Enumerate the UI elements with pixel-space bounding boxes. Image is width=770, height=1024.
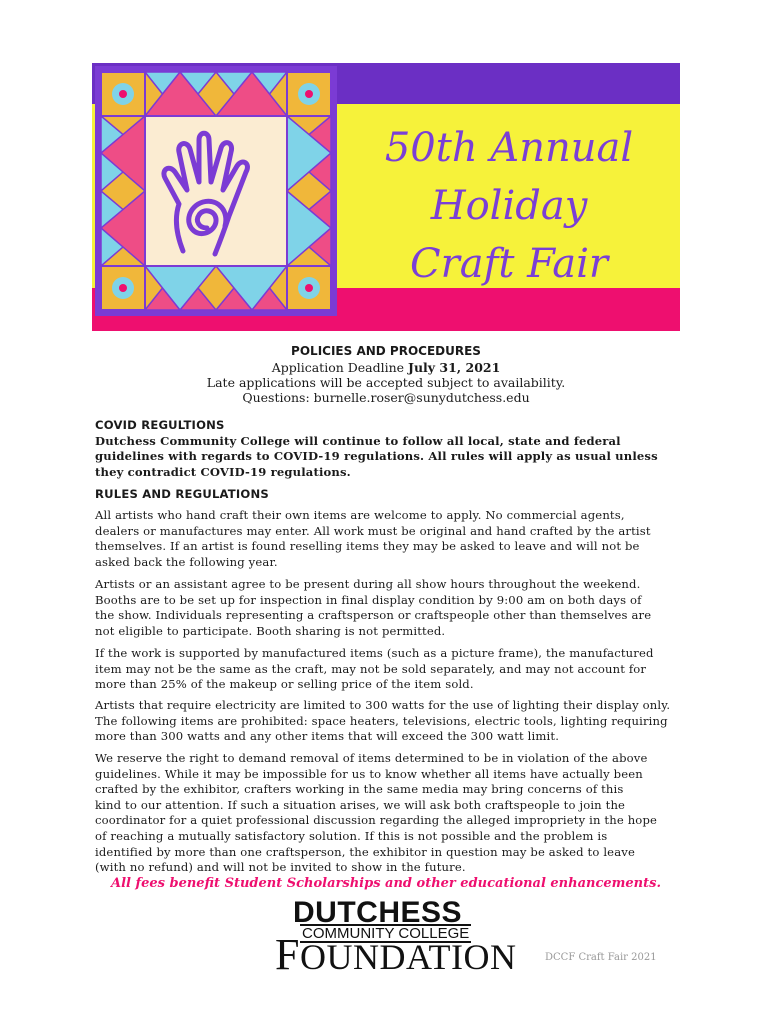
quilt-hand-artwork-icon [95, 66, 337, 316]
covid-section [95, 418, 675, 480]
paragraph-line: identified by more than one craftsperson, the exhibitor in question may be asked to leave [95, 844, 635, 859]
rules-paragraph [95, 698, 675, 745]
paragraph-line: kind to our attention. If such a situation arises, we will ask both craftspeople to join the [95, 797, 626, 812]
paragraph-line: All artists who hand craft their own items are welcome to apply. No commercial agents, [95, 508, 625, 522]
questions-contact: Questions: burnelle.roser@sunydutchess.edu [242, 390, 530, 405]
logo-foundation [275, 929, 516, 980]
rules-paragraph [95, 508, 675, 570]
banner-title-line: Craft Fair [410, 241, 608, 287]
covid-heading: COVID REGULTIONS [95, 418, 225, 432]
paragraph-line: Artists that require electricity are limited to 300 watts for the use of lighting their display only. [95, 698, 671, 712]
paragraph-line: We reserve the right to demand removal of items determined to be in violation of the above [95, 751, 648, 765]
covid-line: guidelines with regards to COVID-19 regulations. All rules will apply as usual unless [95, 449, 658, 464]
paragraph-line: themselves. If an artist is found reselling items they may be asked to leave and will not be [95, 539, 640, 554]
rules-paragraph [95, 751, 675, 876]
covid-line: Dutchess Community College will continue to follow all local, state and federal [95, 433, 621, 448]
paragraph-line: Artists or an assistant agree to be present during all show hours throughout the weekend. [95, 577, 641, 591]
deadline-line [92, 360, 680, 375]
rules-heading [95, 487, 675, 503]
paragraph-line: Booths are to be set up for inspection in final display condition by 9:00 am on both days of [95, 592, 642, 607]
paragraph-line: crafted by the exhibitor, crafters working in the same media may bring concerns of this [95, 782, 624, 797]
logo-foundation-cap: F [275, 930, 300, 979]
page-title: POLICIES AND PROCEDURES [291, 344, 481, 358]
paragraph-line: (with no refund) and will not be invited to show in the future. [95, 860, 466, 875]
logo-community-college: COMMUNITY COLLEGE [302, 925, 470, 942]
document-label: DCCF Craft Fair 2021 [545, 952, 657, 963]
logo-dutchess: DUTCHESS [293, 896, 463, 929]
rules-heading-text: RULES AND REGULATIONS [95, 487, 269, 501]
paragraph-line: The following items are prohibited: space heaters, televisions, electric tools, lighting requiring [95, 713, 668, 728]
rules-paragraph [95, 646, 675, 693]
paragraph-line: more than 25% of the makeup or selling price of the item sold. [95, 677, 474, 692]
paragraph-line: guidelines. While it may be impossible for us to know whether all items have actually been [95, 766, 643, 781]
paragraph-line: dealers or manufactures may enter. All work must be original and hand crafted by the artist [95, 523, 651, 538]
paragraph-line: coordinator for a quiet professional discussion regarding the alleged impropriety in the hope [95, 813, 658, 828]
deadline-label: Application Deadline [271, 360, 409, 375]
foundation-logo [275, 896, 517, 979]
paragraph-line: the show. Individuals representing a craftsperson or craftspeople other than themselves are [95, 608, 652, 623]
header-banner [92, 63, 680, 331]
covid-line: they contradict COVID-19 regulations. [95, 464, 351, 479]
scholarship-note: All fees benefit Student Scholarships and other educational enhancements. [111, 876, 661, 891]
deadline-date: July 31, 2021 [408, 360, 501, 375]
late-applications-note: Late applications will be accepted subject to availability. [206, 375, 566, 390]
banner-title-line: 50th Annual [384, 125, 634, 171]
paragraph-line: not eligible to participate. Booth sharing is not permitted. [95, 623, 446, 638]
rules-paragraph [95, 577, 675, 639]
paragraph-line: asked back the following year. [95, 554, 278, 569]
banner-title-line: Holiday [430, 183, 588, 229]
paragraph-line: If the work is supported by manufactured items (such as a picture frame), the manufactured [95, 646, 654, 660]
logo-foundation-rest: OUNDATION [299, 937, 517, 977]
paragraph-line: item may not be the same as the craft, may not be sold separately, and may not account for [95, 661, 647, 676]
paragraph-line: of reaching a mutually satisfactory solution. If this is not possible and the problem is [95, 828, 608, 843]
banner-title [364, 119, 654, 293]
paragraph-line: more than 300 watts and any other items that will exceed the 300 watt limit. [95, 729, 560, 744]
